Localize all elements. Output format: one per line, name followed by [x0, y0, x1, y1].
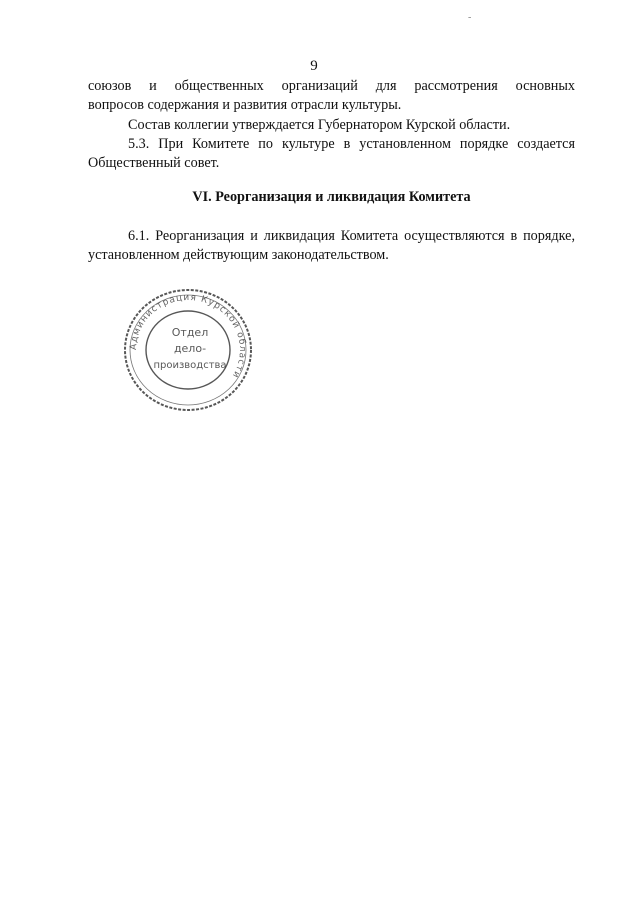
paragraph-5-3: 5.3. При Комитете по культуре в установленном порядке создается Общественный совет.	[88, 136, 575, 171]
section-heading: VI. Реорганизация и ликвидация Комитета	[192, 189, 471, 205]
paragraph-6-1: 6.1. Реорганизация и ликвидация Комитета осуществляются в порядке, установленном действующим законодательством.	[88, 228, 575, 263]
stamp-line2: дело-	[173, 342, 207, 355]
stamp-ring-text: Администрация Курской области	[128, 292, 248, 380]
paragraph-continuation-line1: союзов и общественных организаций для рассмотрения основных	[88, 78, 575, 94]
paragraph-collegium: Состав коллегии утверждается Губернатором Курской области.	[128, 117, 511, 133]
paragraph-continuation-line2: вопросов содержания и развития отрасли культуры.	[88, 97, 402, 113]
page-number: 9	[310, 58, 318, 74]
office-stamp-seal	[118, 284, 258, 416]
stamp-line1: Отдел	[171, 326, 209, 339]
corner-mark: -	[468, 12, 472, 23]
stamp-line3: производства	[153, 360, 227, 371]
